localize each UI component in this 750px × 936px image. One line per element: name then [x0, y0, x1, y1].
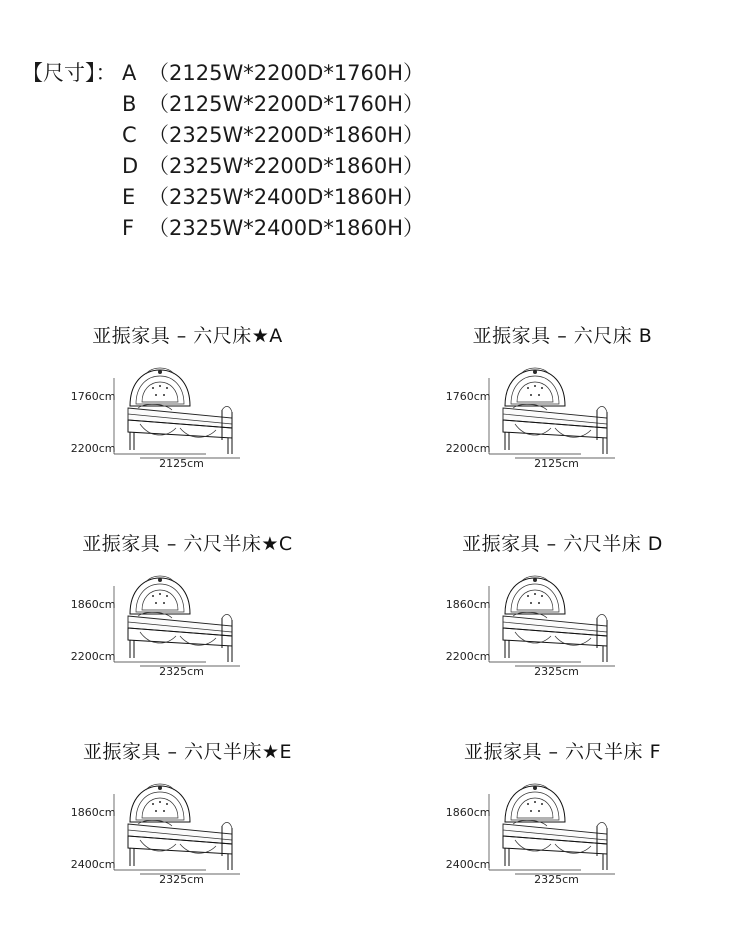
product-title: 亚振家具 – 六尺半床 D	[462, 533, 663, 555]
product-grid-row	[0, 520, 750, 728]
spec-value: （2125W*2200D*1760H）	[148, 61, 425, 85]
product-title: 亚振家具 – 六尺半床 F	[463, 741, 662, 763]
height-dimension-label: 1860cm	[445, 598, 491, 611]
spec-letter: C	[122, 123, 137, 147]
product-grid-row	[0, 728, 750, 936]
spec-value: （2325W*2400D*1860H）	[148, 216, 425, 240]
spec-row	[22, 89, 502, 120]
spec-value: （2125W*2200D*1760H）	[148, 92, 425, 116]
bed-illustration-icon	[485, 570, 665, 680]
height-dimension-label: 1760cm	[70, 390, 116, 403]
width-dimension-label: 2325cm	[534, 873, 579, 886]
height-dimension-label: 1860cm	[445, 806, 491, 819]
depth-dimension-label: 2400cm	[70, 858, 116, 871]
product-card-e	[0, 728, 375, 936]
product-card-b	[375, 312, 750, 520]
bed-figure	[433, 362, 693, 492]
spec-value: （2325W*2400D*1860H）	[148, 185, 425, 209]
spec-heading: 【尺寸】：	[22, 61, 117, 85]
product-card-c	[0, 520, 375, 728]
bed-figure	[58, 778, 318, 908]
spec-value: （2325W*2200D*1860H）	[148, 154, 425, 178]
spec-row	[22, 151, 502, 182]
bed-figure	[433, 570, 693, 700]
depth-dimension-label: 2200cm	[445, 650, 491, 663]
width-dimension-label: 2125cm	[159, 457, 204, 470]
bed-illustration-icon	[110, 362, 290, 472]
bed-illustration-icon	[485, 362, 665, 472]
spec-row	[22, 213, 502, 244]
bed-illustration-icon	[110, 570, 290, 680]
depth-dimension-label: 2200cm	[445, 442, 491, 455]
product-card-a	[0, 312, 375, 520]
product-card-d	[375, 520, 750, 728]
bed-illustration-icon	[485, 778, 665, 888]
bed-illustration-icon	[110, 778, 290, 888]
spec-letter: B	[122, 92, 137, 116]
product-title: 亚振家具 – 六尺半床★C	[82, 533, 293, 555]
product-card-f	[375, 728, 750, 936]
spec-row	[22, 120, 502, 151]
spec-row	[22, 58, 502, 89]
depth-dimension-label: 2200cm	[70, 442, 116, 455]
height-dimension-label: 1760cm	[445, 390, 491, 403]
width-dimension-label: 2325cm	[534, 665, 579, 678]
spec-letter: D	[122, 154, 139, 178]
spec-row	[22, 182, 502, 213]
height-dimension-label: 1860cm	[70, 806, 116, 819]
dimensions-spec-block	[22, 58, 502, 244]
product-title: 亚振家具 – 六尺床 B	[472, 325, 653, 347]
height-dimension-label: 1860cm	[70, 598, 116, 611]
product-title: 亚振家具 – 六尺半床★E	[82, 741, 293, 763]
spec-letter: A	[122, 61, 137, 85]
bed-figure	[433, 778, 693, 908]
spec-letter: F	[122, 216, 135, 240]
product-grid-row	[0, 312, 750, 520]
bed-figure	[58, 362, 318, 492]
depth-dimension-label: 2400cm	[445, 858, 491, 871]
product-title: 亚振家具 – 六尺床★A	[92, 325, 283, 347]
product-grid	[0, 312, 750, 936]
spec-letter: E	[122, 185, 136, 209]
spec-value: （2325W*2200D*1860H）	[148, 123, 425, 147]
width-dimension-label: 2325cm	[159, 665, 204, 678]
width-dimension-label: 2325cm	[159, 873, 204, 886]
width-dimension-label: 2125cm	[534, 457, 579, 470]
bed-figure	[58, 570, 318, 700]
depth-dimension-label: 2200cm	[70, 650, 116, 663]
